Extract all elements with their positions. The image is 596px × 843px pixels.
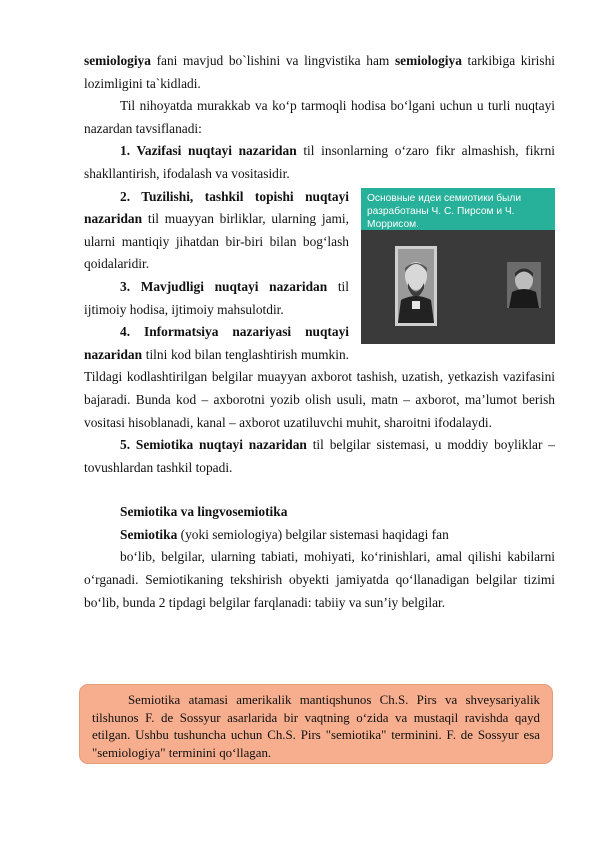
info-note-box [79,684,553,764]
paragraph-text: fani mavjud bo`lishini va lingvistika ham [150,53,395,68]
spacer [84,479,555,501]
portrait-pierce [395,246,437,326]
section-heading: Semiotika va lingvosemiotika [120,504,288,520]
bold-term: 5. Semiotika nuqtayi nazaridan [120,437,307,453]
paragraph-function [84,140,555,185]
bold-term: semiologiya [84,53,151,68]
paragraph-overview: Til nihoyatda murakkab va ko‘p tarmoqli hodisa bo‘lgani uchun u turli nuqtayi nazardan tavsiflanadi: [84,98,555,136]
paragraph-text: (yoki semiologiya) belgilar sistemasi haqidagi fan [177,526,449,542]
bold-term: 2. Tuzilishi, tashkil topishi nuqtayi nazaridan [84,188,349,227]
paragraph-intro [84,50,555,95]
semiotics-slide-image [361,188,555,344]
bold-term: 3. Mavjudligi nuqtayi nazaridan [120,278,328,294]
bold-term: 1. Vazifasi nuqtayi nazaridan [120,143,297,159]
bold-term: semiologiya [394,53,462,68]
paragraph-text: til ijtimoiy hodisa, ijtimoiy mahsulotdir. [84,278,349,317]
paragraph-text: til insonlarning o‘zaro fikr almashish, fikrni shakllantirish, ifodalash va vositasidir. [84,143,555,181]
bold-term: 4. Informatsiya nazariyasi nuqtayi nazaridan [84,324,349,362]
document-body [84,50,555,614]
paragraph-definition [84,524,555,547]
paragraph-text: tarkibiga kirishi lozimligini ta`kidladi. [84,53,555,91]
paragraph-text: til muayyan birliklar, ularning jami, ularni mantiqiy jihatdan bir-biri bilan bog‘lash qoidalaridir. [84,211,349,272]
slide-caption: Основные идеи семиотики были разработаны Ч. С. Пирсом и Ч. Моррисом. [367,192,522,230]
paragraph-text: tilni kod bilan tenglashtirish mumkin. Tildagi kodlashtirilgan belgilar muayyan axborot tashish, uzatish, yetkazish vazifasini bajaradi. Bunda kod – axborotni yozib olish usuli, matn – axborot, ma’lumot berish vositasi hisoblanadi, kanal – axborot uzatiluvchi muhit, sharoitni ifodalaydi. [84,346,555,430]
paragraph-definition-continued: bo‘lib, belgilar, ularning tabiati, mohiyati, ko‘rinishlari, amal qilishi kabilarni o‘rganadi. Semiotikaning tekshirish obyekti jamiyatda qo‘llanadigan belgilar tizimi bo‘lib, bunda 2 tipdagi belgilar farqlanadi: tabiiy va sun’iy belgilar. [84,549,555,610]
bold-term: Semiotika [120,526,178,542]
paragraph-semiotics-view [84,434,555,479]
portrait-morris [507,262,541,308]
info-note-text: Semiotika atamasi amerikalik mantiqshunos Ch.S. Pirs va shveysariyalik tilshunos F. de Sossyur asarlarida bir vaqtning o‘zida va mustaqil ravishda qayd etilgan. Ushbu tushuncha uchun Ch.S. Pirs "semiotika" terminini. F. de Sossyur esa "semiologiya" terminini qo‘llagan. [92,693,540,760]
paragraph-text: til belgilar sistemasi, u moddiy boyliklar – tovushlardan tashkil topadi. [84,437,555,475]
